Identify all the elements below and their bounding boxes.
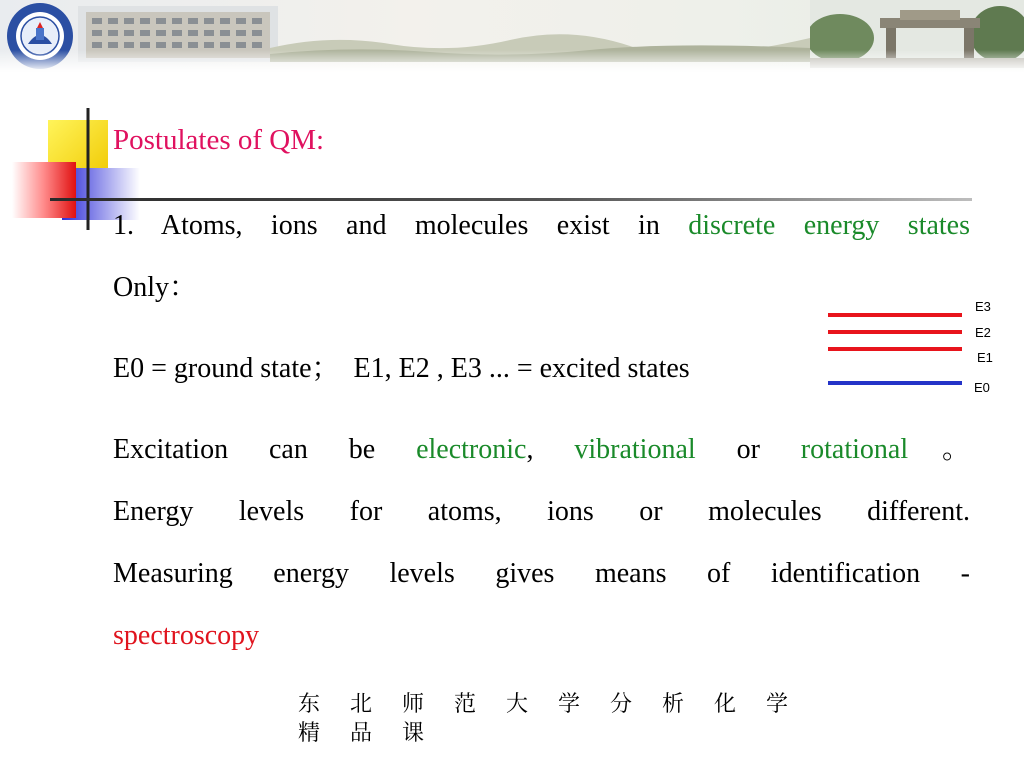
measuring-line: Measuring energy levels gives means of identification - (113, 558, 970, 589)
discrete-energy-states-text: discrete energy states (688, 210, 970, 241)
level-e3-label: E3 (975, 299, 991, 314)
footer-line1: 东北师范大学分析化学 (298, 692, 819, 717)
level-e2-label: E2 (975, 325, 991, 340)
electronic-text: electronic (416, 434, 527, 465)
excitation-prefix: Excitation can be (113, 434, 376, 465)
vibrational-text: vibrational (574, 434, 696, 465)
point1-line2: Only： (113, 272, 198, 303)
energy-level-diagram (820, 294, 1000, 398)
title-divider (50, 198, 972, 201)
slide-title: Postulates of QM: (113, 124, 325, 156)
rotational-text: rotational (800, 434, 909, 465)
footer-text (298, 690, 818, 748)
point1-text: 1. Atoms, ions and molecules exist in (113, 210, 660, 241)
level-e1-label: E1 (977, 350, 993, 365)
point1-line1 (113, 210, 970, 241)
energy-levels-line: Energy levels for atoms, ions or molecules different. (113, 496, 970, 527)
excitation-line: Excitation can be electronic, vibrational or rotational。 (113, 434, 970, 465)
spectroscopy-text: spectroscopy (113, 620, 260, 651)
states-line: E0 = ground state； E1, E2 , E3 ... = excited states (113, 353, 690, 384)
level-e0-label: E0 (974, 380, 990, 395)
header-banner (0, 0, 1024, 72)
footer-line2: 精品课 (298, 721, 455, 746)
